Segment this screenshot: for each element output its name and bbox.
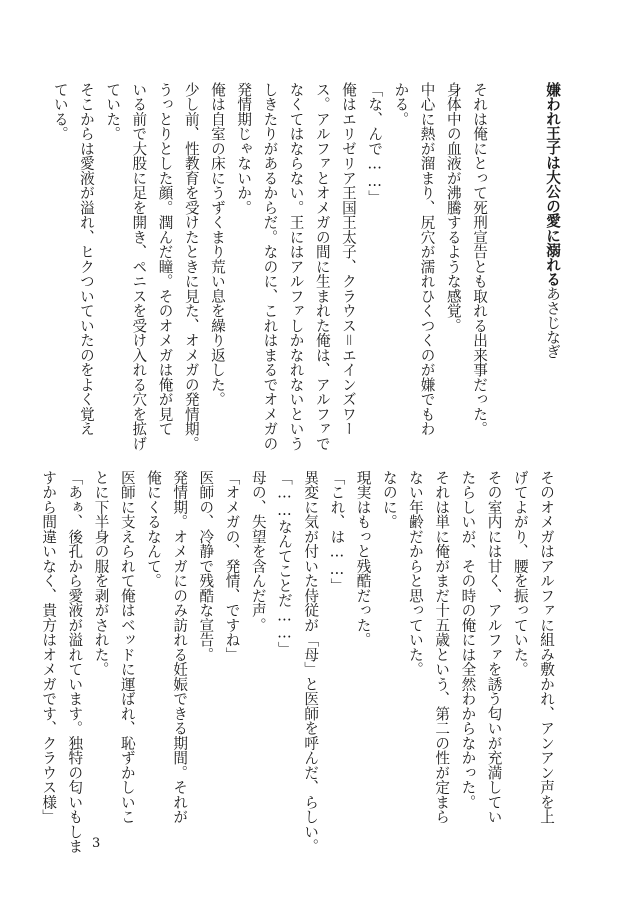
text-line: ス。アルファとオメガの間に生まれた俺は、アルファで bbox=[313, 82, 331, 451]
text-line: とに下半身の服を剥がされた。 bbox=[92, 470, 110, 677]
text-line: それは俺にとって死刑宣告とも取れる出来事だった。 bbox=[471, 82, 488, 436]
text-line: しきたりがあるからだ。なのに、これはまるでオメガの bbox=[261, 82, 279, 451]
text-line: 医師に支えられて俺はベッドに運ばれ、恥ずかしいこ bbox=[118, 470, 136, 824]
text-line: かる。 bbox=[392, 82, 410, 127]
text-line: 「オメガの、発情、ですね」 bbox=[223, 470, 241, 662]
text-line: それは単に俺がまだ十五歳という、第二の性が定まら bbox=[433, 470, 451, 824]
text-line: ている。 bbox=[51, 82, 69, 141]
text-line: たらしいが、その時の俺には全然わからなかった。 bbox=[459, 470, 477, 810]
text-line: そこからは愛液が溢れ、ヒクついていたのをよく覚え bbox=[77, 82, 95, 436]
text-line: 「な、んで……」 bbox=[366, 82, 384, 205]
text-line: すから間違いなく、貴方はオメガです、クラウス様」 bbox=[40, 470, 58, 824]
text-line: 俺にくるなんて。 bbox=[144, 470, 162, 588]
story-title: 嫌われ王子は大公の愛に溺れる bbox=[544, 82, 561, 287]
text-line: そのオメガはアルファに組み敷かれ、アンアン声を上 bbox=[538, 470, 555, 824]
text-line: なのに。 bbox=[380, 470, 398, 529]
text-line: 少し前、性教育を受けたときに見た、オメガの発情期。 bbox=[182, 82, 200, 451]
lower-text-block bbox=[35, 470, 559, 854]
text-line: 身体中の血液が沸騰するような感覚。 bbox=[444, 82, 462, 333]
text-line: 「……なんてことだ……」 bbox=[275, 470, 293, 657]
text-line: げてよがり、腰を振っていた。 bbox=[511, 470, 529, 677]
text-line: 現実はもっと残酷だった。 bbox=[354, 470, 372, 647]
text-line: 発情期じゃないか。 bbox=[235, 82, 253, 215]
text-line: 俺はエリゼリア王国王太子、クラウス＝エインズワー bbox=[339, 82, 357, 436]
text-line: 母の、失望を含んだ声。 bbox=[249, 470, 267, 633]
text-line: ない年齢だからと思っていた。 bbox=[406, 470, 424, 677]
text-line: なくてはならない。王にはアルファしかなれないという bbox=[287, 82, 305, 451]
title-column bbox=[539, 82, 565, 442]
text-line: いる前で大股に足を開き、ペニスを受け入れる穴を拡げ bbox=[130, 82, 148, 451]
text-line: 発情期。オメガにのみ訪れる妊娠できる期間。それが bbox=[171, 470, 189, 824]
upper-text-block bbox=[47, 82, 492, 451]
text-line: 「これ、は……」 bbox=[328, 470, 346, 593]
text-line: 医師の、冷静で残酷な宣告。 bbox=[197, 470, 215, 662]
page-number: 3 bbox=[92, 836, 101, 851]
text-line: ていた。 bbox=[104, 82, 122, 141]
text-line: 俺は自室の床にうずくまり荒い息を繰り返した。 bbox=[208, 82, 226, 407]
author-name: あさじなぎ bbox=[544, 286, 561, 360]
text-line: その室内には甘く、アルファを誘う匂いが充満してい bbox=[485, 470, 503, 824]
text-line: 異変に気が付いた侍従が「母」と医師を呼んだ、らしい。 bbox=[302, 470, 320, 854]
text-line: 中心に熱が溜まり、尻穴が濡れひくつくのが嫌でもわ bbox=[418, 82, 436, 436]
text-line: 「あぁ、後孔から愛液が溢れています。独特の匂いもしま bbox=[66, 470, 84, 854]
text-line: うっとりとした顔。潤んだ瞳。そのオメガは俺が見て bbox=[156, 82, 174, 436]
